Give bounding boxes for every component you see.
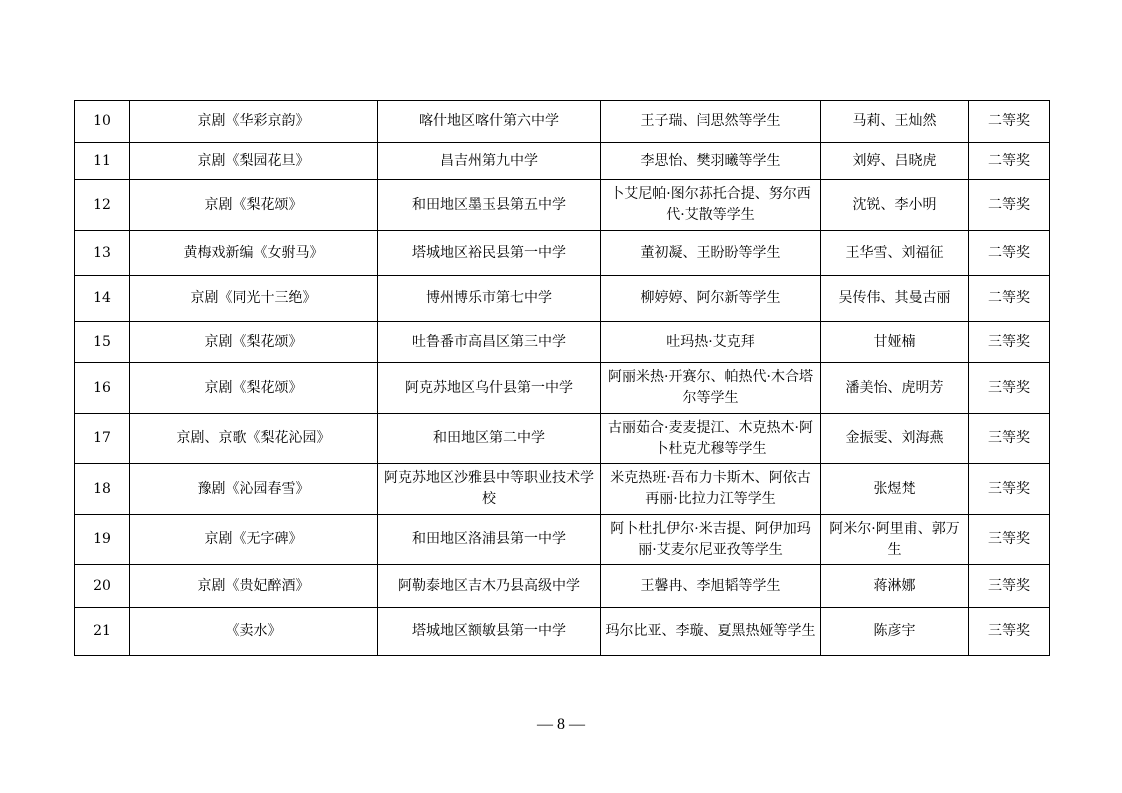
page-number: — 8 — (537, 716, 585, 733)
row-number: 10 (75, 101, 130, 143)
table-row (75, 322, 1050, 363)
program-title: 京剧《同光十三绝》 (130, 276, 378, 322)
table-row (75, 464, 1050, 515)
program-title: 豫剧《沁园春雪》 (130, 464, 378, 515)
award-level: 三等奖 (969, 608, 1050, 656)
school-name: 和田地区第二中学 (378, 414, 601, 464)
students: 柳婷婷、阿尔新等学生 (601, 276, 821, 322)
program-title: 黄梅戏新编《女驸马》 (130, 231, 378, 276)
award-level: 三等奖 (969, 565, 1050, 608)
row-number: 14 (75, 276, 130, 322)
program-title: 京剧《梨花颂》 (130, 322, 378, 363)
award-level: 三等奖 (969, 322, 1050, 363)
program-title: 京剧《贵妃醉酒》 (130, 565, 378, 608)
program-title: 京剧《华彩京韵》 (130, 101, 378, 143)
school-name: 喀什地区喀什第六中学 (378, 101, 601, 143)
students: 董初凝、王盼盼等学生 (601, 231, 821, 276)
students: 卜艾尼帕·图尔荪托合提、努尔西代·艾散等学生 (601, 180, 821, 231)
students: 玛尔比亚、李璇、夏黑热娅等学生 (601, 608, 821, 656)
award-level: 二等奖 (969, 231, 1050, 276)
row-number: 21 (75, 608, 130, 656)
table-row (75, 363, 1050, 414)
teachers: 王华雪、刘福征 (821, 231, 969, 276)
students: 王馨冉、李旭韬等学生 (601, 565, 821, 608)
school-name: 博州博乐市第七中学 (378, 276, 601, 322)
school-name: 塔城地区额敏县第一中学 (378, 608, 601, 656)
row-number: 16 (75, 363, 130, 414)
teachers: 吴传伟、其曼古丽 (821, 276, 969, 322)
students: 阿卜杜扎伊尔·米吉提、阿伊加玛丽·艾麦尔尼亚孜等学生 (601, 515, 821, 565)
program-title: 《卖水》 (130, 608, 378, 656)
students: 古丽茹合·麦麦提江、木克热木·阿卜杜克尤穆等学生 (601, 414, 821, 464)
row-number: 11 (75, 143, 130, 180)
table-row (75, 515, 1050, 565)
program-title: 京剧《梨园花旦》 (130, 143, 378, 180)
teachers: 刘婷、吕晓虎 (821, 143, 969, 180)
teachers: 马莉、王灿然 (821, 101, 969, 143)
row-number: 18 (75, 464, 130, 515)
school-name: 昌吉州第九中学 (378, 143, 601, 180)
school-name: 和田地区洛浦县第一中学 (378, 515, 601, 565)
school-name: 阿克苏地区乌什县第一中学 (378, 363, 601, 414)
students: 王子瑞、闫思然等学生 (601, 101, 821, 143)
table-row (75, 565, 1050, 608)
students: 吐玛热·艾克拜 (601, 322, 821, 363)
school-name: 阿勒泰地区吉木乃县高级中学 (378, 565, 601, 608)
school-name: 阿克苏地区沙雅县中等职业技术学校 (378, 464, 601, 515)
row-number: 20 (75, 565, 130, 608)
award-level: 二等奖 (969, 143, 1050, 180)
table-row (75, 231, 1050, 276)
table-row (75, 608, 1050, 656)
table-row (75, 180, 1050, 231)
students: 米克热班·吾布力卡斯木、阿依古再丽·比拉力江等学生 (601, 464, 821, 515)
table-row (75, 101, 1050, 143)
program-title: 京剧《无字碑》 (130, 515, 378, 565)
program-title: 京剧、京歌《梨花沁园》 (130, 414, 378, 464)
table-row (75, 276, 1050, 322)
school-name: 吐鲁番市高昌区第三中学 (378, 322, 601, 363)
award-level: 三等奖 (969, 515, 1050, 565)
award-level: 三等奖 (969, 414, 1050, 464)
award-level: 二等奖 (969, 180, 1050, 231)
school-name: 塔城地区裕民县第一中学 (378, 231, 601, 276)
program-title: 京剧《梨花颂》 (130, 180, 378, 231)
award-table (74, 100, 1050, 656)
award-level: 三等奖 (969, 363, 1050, 414)
row-number: 15 (75, 322, 130, 363)
school-name: 和田地区墨玉县第五中学 (378, 180, 601, 231)
teachers: 张煜梵 (821, 464, 969, 515)
row-number: 19 (75, 515, 130, 565)
award-level: 三等奖 (969, 464, 1050, 515)
teachers: 潘美怡、虎明芳 (821, 363, 969, 414)
teachers: 甘娅楠 (821, 322, 969, 363)
teachers: 沈锐、李小明 (821, 180, 969, 231)
row-number: 17 (75, 414, 130, 464)
table-row (75, 143, 1050, 180)
program-title: 京剧《梨花颂》 (130, 363, 378, 414)
teachers: 阿米尔·阿里甫、郭万生 (821, 515, 969, 565)
award-level: 二等奖 (969, 101, 1050, 143)
teachers: 蒋淋娜 (821, 565, 969, 608)
table-row (75, 414, 1050, 464)
students: 阿丽米热·开赛尔、帕热代·木合塔尔等学生 (601, 363, 821, 414)
row-number: 12 (75, 180, 130, 231)
teachers: 陈彦宇 (821, 608, 969, 656)
row-number: 13 (75, 231, 130, 276)
students: 李思怡、樊羽曦等学生 (601, 143, 821, 180)
teachers: 金振雯、刘海燕 (821, 414, 969, 464)
award-level: 二等奖 (969, 276, 1050, 322)
